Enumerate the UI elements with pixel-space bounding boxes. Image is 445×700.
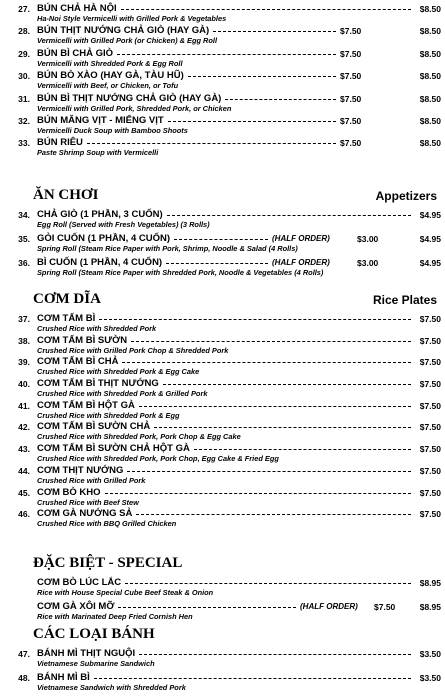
half-order-label: (HALF ORDER): [272, 258, 330, 267]
half-order-label: (HALF ORDER): [272, 234, 330, 243]
menu-item: [0, 209, 445, 233]
item-number: 32.: [18, 115, 30, 126]
section-title-english: Rice Plates: [372, 293, 437, 307]
item-description: Crushed Rice with Shredded Pork, Pork Chop & Egg Cake: [37, 432, 241, 442]
item-name: CƠM GÀ NƯỚNG SẢ: [37, 508, 133, 520]
item-price: $7.50: [419, 444, 441, 455]
item-name: CƠM TẤM BÌ: [37, 313, 96, 324]
menu-section: [0, 183, 445, 281]
section-title: ĐẶC BIỆT - SPECIAL: [33, 555, 183, 571]
dot-leader: [87, 143, 336, 144]
menu-item: [0, 465, 445, 487]
menu-item: [0, 443, 445, 465]
item-price: $8.50: [419, 71, 441, 82]
item-name: BÌ CUỐN (1 PHẦN, 4 CUỐN): [37, 257, 163, 268]
item-number: 46.: [18, 509, 30, 520]
menu-item: [0, 233, 445, 257]
menu-item: [0, 313, 445, 335]
item-price: $4.95: [419, 234, 441, 244]
half-order-price: $3.00: [357, 258, 379, 268]
item-name: CƠM TẤM BÌ SƯỜN CHẢ: [37, 421, 151, 433]
section-header: [0, 622, 445, 648]
price-small: $7.50: [340, 48, 362, 59]
item-price: $7.50: [419, 509, 441, 520]
item-number: 45.: [18, 487, 30, 498]
item-description: Egg Roll (Served with Fresh Vegetables) (3 Rolls): [37, 220, 210, 229]
item-name: CƠM BÒ LÚC LẮC: [37, 577, 122, 588]
dot-leader: [127, 471, 411, 472]
item-price: $7.50: [419, 314, 441, 324]
section-title: CÁC LOẠI BÁNH: [33, 626, 155, 642]
menu-item: [0, 137, 445, 159]
item-name: CƠM TẤM BÌ CHẢ: [37, 356, 119, 368]
item-description: Crushed Rice with Grilled Pork: [37, 475, 146, 485]
item-number: 40.: [18, 379, 30, 390]
section-header: [0, 287, 445, 313]
item-name: BÚN BÒ XÀO (HAY GÀ, TÀU HŨ): [37, 70, 184, 82]
item-name: BÚN RIÊU: [37, 137, 83, 149]
item-description: Spring Roll (Steam Rice Paper with Shredded Pork, Noodle & Vegetables (4 Rolls): [37, 268, 324, 277]
item-number: 28.: [18, 26, 30, 37]
item-description: Crushed Rice with Shredded Pork & Grilled Pork: [37, 389, 208, 399]
item-price: $4.95: [419, 210, 441, 220]
item-description: Vietnamese Submarine Sandwich: [37, 659, 155, 668]
menu-section: [0, 3, 445, 160]
item-number: 47.: [18, 649, 30, 659]
menu-item: [0, 648, 445, 672]
item-name: CƠM BÒ KHO: [37, 486, 101, 498]
item-number: 30.: [18, 71, 30, 82]
item-price: $8.95: [419, 602, 441, 612]
item-number: 38.: [18, 335, 30, 346]
menu-item: [0, 257, 445, 281]
half-order-price: $3.00: [357, 234, 379, 244]
item-description: Vermicelli Duck Soup with Bamboo Shoots: [37, 125, 188, 135]
item-name: CƠM GÀ XÔI MỠ: [37, 601, 115, 612]
item-description: Crushed Rice with Shredded Pork: [37, 324, 157, 333]
item-number: 27.: [18, 4, 30, 14]
menu-item: [0, 487, 445, 509]
menu-item: [0, 335, 445, 357]
dot-leader: [225, 99, 336, 100]
price-small: $7.50: [340, 93, 362, 104]
menu-item: [0, 421, 445, 443]
item-description: Ha-Noi Style Vermicelli with Grilled Pork & Vegetables: [37, 14, 227, 23]
section-title-english: Appetizers: [375, 189, 437, 203]
item-price: $8.50: [419, 48, 441, 59]
dot-leader: [136, 514, 411, 515]
item-price: $7.50: [419, 335, 441, 346]
price-small: $7.50: [340, 115, 362, 126]
section-header: [0, 183, 445, 209]
item-name: BÁNH MÌ BÌ: [37, 672, 90, 683]
menu-item: [0, 356, 445, 378]
half-order-label: (HALF ORDER): [300, 602, 358, 611]
item-name: BÚN THỊT NƯỚNG CHẢ GIÒ (HAY GÀ): [37, 25, 210, 37]
dot-leader: [168, 121, 336, 122]
item-description: Rice with House Special Cube Beef Steak & Onion: [37, 588, 214, 597]
item-name: BÚN BÌ THỊT NƯỚNG CHẢ GIÒ (HAY GÀ): [37, 92, 222, 104]
item-number: 34.: [18, 210, 30, 220]
menu-item: [0, 48, 445, 70]
item-number: 48.: [18, 673, 30, 683]
menu-section: [0, 551, 445, 625]
dot-leader: [167, 215, 411, 216]
menu-item: [0, 672, 445, 696]
dot-leader: [122, 362, 411, 363]
item-price: $7.50: [419, 400, 441, 411]
item-price: $8.50: [419, 115, 441, 126]
item-description: Vietnamese Sandwich with Shredded Pork: [37, 683, 186, 692]
dot-leader: [194, 449, 411, 450]
item-name: CƠM THỊT NƯỚNG: [37, 464, 124, 476]
section-title: ĂN CHƠI: [33, 187, 99, 203]
menu-section: [0, 287, 445, 530]
menu-item: [0, 577, 445, 601]
item-name: CHẢ GIÒ (1 PHẦN, 3 CUỐN): [37, 209, 163, 220]
item-number: 36.: [18, 258, 30, 268]
dot-leader: [174, 239, 268, 240]
dot-leader: [188, 76, 336, 77]
item-price: $8.50: [419, 4, 441, 14]
item-description: Paste Shrimp Soup with Vermicelli: [37, 148, 159, 158]
dot-leader: [139, 406, 411, 407]
item-name: CƠM TẤM BÌ SƯỜN CHẢ HỘT GÀ: [37, 443, 190, 455]
dot-leader: [131, 341, 411, 342]
item-price: $3.50: [419, 673, 441, 683]
item-price: $8.50: [419, 93, 441, 104]
item-number: 42.: [18, 422, 30, 433]
dot-leader: [154, 427, 411, 428]
menu-item: [0, 70, 445, 92]
item-description: Crushed Rice with Shredded Pork, Pork Chop, Egg Cake & Fried Egg: [37, 454, 279, 464]
item-price: $4.95: [419, 258, 441, 268]
section-header: [0, 551, 445, 577]
item-description: Vermicelli with Grilled Pork, Shredded Pork, or Chicken: [37, 103, 232, 113]
dot-leader: [105, 493, 411, 494]
dot-leader: [163, 384, 411, 385]
menu-item: [0, 378, 445, 400]
item-number: 35.: [18, 234, 30, 244]
menu-item: [0, 25, 445, 47]
menu-item: [0, 115, 445, 137]
item-description: Crushed Rice with Shredded Pork & Egg: [37, 410, 180, 420]
item-number: 33.: [18, 138, 30, 149]
dot-leader: [94, 678, 411, 679]
dot-leader: [99, 319, 411, 320]
item-price: $8.50: [419, 26, 441, 37]
item-description: Rice with Marinated Deep Fried Cornish Hen: [37, 612, 193, 621]
dot-leader: [125, 583, 411, 584]
item-name: BÚN CHẢ HÀ NỘI: [37, 3, 117, 14]
menu-section: [0, 622, 445, 696]
item-number: 29.: [18, 48, 30, 59]
item-price: $8.50: [419, 138, 441, 149]
item-price: $7.50: [419, 379, 441, 390]
price-small: $7.50: [340, 138, 362, 149]
menu-item: [0, 3, 445, 25]
item-name: BÁNH MÌ THỊT NGUỘI: [37, 648, 136, 659]
item-number: 31.: [18, 93, 30, 104]
dot-leader: [117, 54, 336, 55]
menu-item: [0, 400, 445, 422]
item-name: GỎI CUỐN (1 PHẦN, 4 CUỐN): [37, 233, 171, 244]
item-price: $7.50: [419, 422, 441, 433]
dot-leader: [118, 607, 296, 608]
item-number: 44.: [18, 465, 30, 476]
half-order-price: $7.50: [374, 602, 396, 612]
item-name: CƠM TẤM BÌ HỘT GÀ: [37, 399, 135, 411]
dot-leader: [139, 654, 411, 655]
item-description: Crushed Rice with Shredded Pork & Egg Cake: [37, 367, 200, 377]
section-title: CƠM DĨA: [33, 291, 101, 307]
item-description: Crushed Rice with Beef Stew: [37, 497, 139, 507]
dot-leader: [166, 263, 268, 264]
item-description: Vermicelli with Shredded Pork & Egg Roll: [37, 58, 183, 68]
item-description: Crushed Rice with BBQ Grilled Chicken: [37, 519, 177, 529]
item-description: Crushed Rice with Grilled Pork Chop & Shredded Pork: [37, 345, 229, 355]
item-description: Spring Roll (Steam Rice Paper with Pork, Shrimp, Noodle & Salad (4 Rolls): [37, 244, 298, 253]
item-number: 37.: [18, 314, 30, 324]
menu-item: [0, 93, 445, 115]
item-number: 39.: [18, 357, 30, 368]
item-name: BÚN MĂNG VỊT - MIẾNG VỊT: [37, 114, 164, 126]
dot-leader: [121, 9, 411, 10]
item-description: Vermicelli with Beef, or Chicken, or Tofu: [37, 81, 179, 91]
price-small: $7.50: [340, 71, 362, 82]
item-number: 43.: [18, 444, 30, 455]
dot-leader: [213, 31, 336, 32]
item-price: $7.50: [419, 487, 441, 498]
item-price: $3.50: [419, 649, 441, 659]
item-price: $8.95: [419, 578, 441, 588]
price-small: $7.50: [340, 26, 362, 37]
item-number: 41.: [18, 400, 30, 411]
item-description: Vermicelli with Grilled Pork (or Chicken) & Egg Roll: [37, 36, 218, 46]
item-price: $7.50: [419, 357, 441, 368]
item-name: CƠM TẤM BÌ SƯỜN: [37, 334, 128, 346]
item-price: $7.50: [419, 465, 441, 476]
item-name: CƠM TẤM BÌ THỊT NƯỚNG: [37, 378, 159, 390]
item-name: BÚN BÌ CHẢ GIÒ: [37, 47, 113, 59]
menu-item: [0, 508, 445, 530]
